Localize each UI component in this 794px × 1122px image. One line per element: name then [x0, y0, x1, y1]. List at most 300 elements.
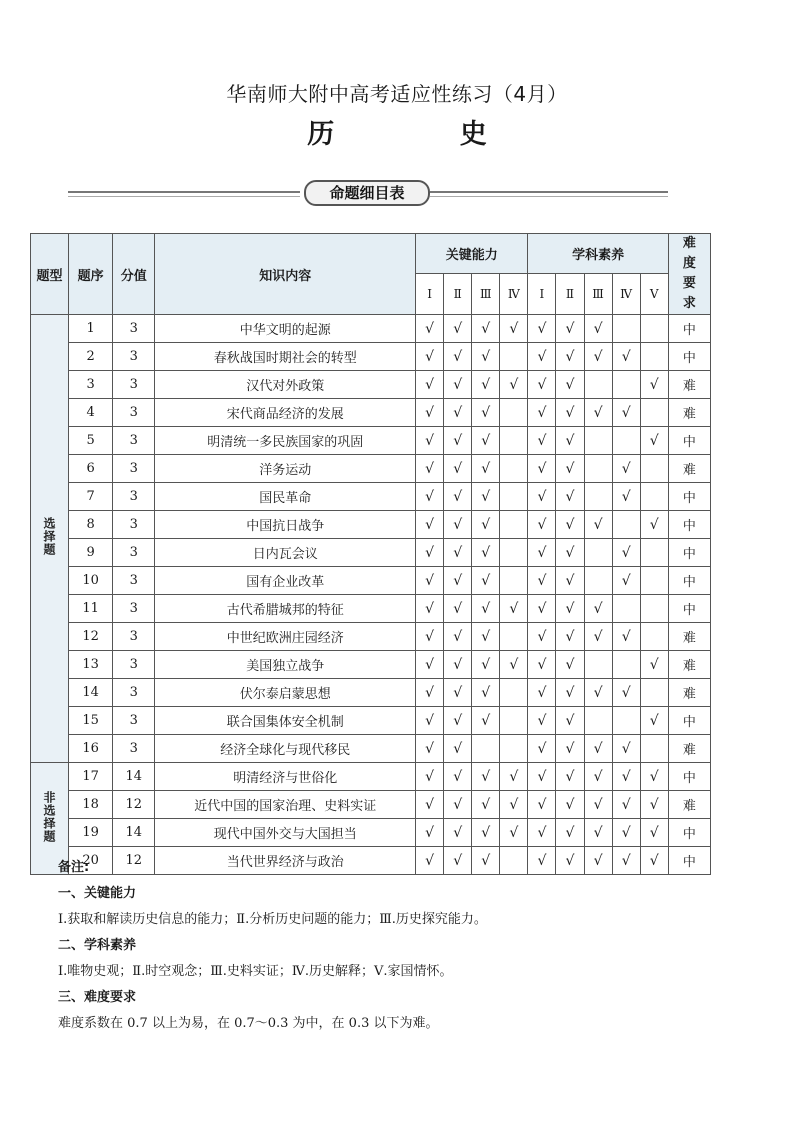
literacy-mark-2: √: [556, 847, 584, 875]
question-score: 3: [113, 735, 155, 763]
header-literacy-1: Ⅰ: [528, 273, 556, 314]
knowledge-content: 中国抗日战争: [155, 511, 416, 539]
ability-mark-2: √: [444, 651, 472, 679]
ability-mark-4: √: [500, 651, 528, 679]
question-score: 3: [113, 399, 155, 427]
literacy-mark-1: √: [528, 399, 556, 427]
literacy-mark-1: √: [528, 371, 556, 399]
question-number: 12: [69, 623, 113, 651]
literacy-mark-2: √: [556, 371, 584, 399]
notes-difficulty-title: 三、难度要求: [58, 990, 137, 1005]
literacy-mark-5: [640, 735, 668, 763]
knowledge-content: 洋务运动: [155, 455, 416, 483]
ability-mark-4: [500, 567, 528, 595]
header-number: 题序: [69, 234, 113, 315]
ability-mark-1: √: [416, 455, 444, 483]
header-content: 知识内容: [155, 234, 416, 315]
question-score: 3: [113, 679, 155, 707]
literacy-mark-3: √: [584, 623, 612, 651]
literacy-mark-2: √: [556, 511, 584, 539]
literacy-mark-4: √: [612, 539, 640, 567]
table-row: [31, 567, 711, 595]
literacy-mark-2: √: [556, 707, 584, 735]
ability-mark-1: √: [416, 315, 444, 343]
literacy-mark-2: √: [556, 455, 584, 483]
literacy-mark-4: [612, 595, 640, 623]
literacy-mark-5: [640, 595, 668, 623]
question-number: 13: [69, 651, 113, 679]
literacy-mark-1: √: [528, 623, 556, 651]
difficulty: 难: [668, 455, 710, 483]
ability-mark-1: √: [416, 511, 444, 539]
literacy-mark-3: [584, 427, 612, 455]
question-score: 3: [113, 483, 155, 511]
section-banner: [68, 180, 668, 204]
literacy-mark-3: [584, 483, 612, 511]
question-number: 20: [69, 847, 113, 875]
literacy-mark-3: √: [584, 399, 612, 427]
literacy-mark-3: √: [584, 791, 612, 819]
ability-mark-3: √: [472, 315, 500, 343]
literacy-mark-1: √: [528, 455, 556, 483]
literacy-mark-1: √: [528, 819, 556, 847]
question-number: 6: [69, 455, 113, 483]
literacy-mark-1: √: [528, 539, 556, 567]
difficulty: 难: [668, 791, 710, 819]
table-row: [31, 511, 711, 539]
ability-mark-1: √: [416, 371, 444, 399]
literacy-mark-5: [640, 567, 668, 595]
literacy-mark-1: √: [528, 343, 556, 371]
ability-mark-3: [472, 735, 500, 763]
ability-mark-4: [500, 343, 528, 371]
difficulty: 中: [668, 763, 710, 791]
literacy-mark-3: [584, 567, 612, 595]
ability-mark-1: √: [416, 567, 444, 595]
question-number: 10: [69, 567, 113, 595]
literacy-mark-5: [640, 315, 668, 343]
ability-mark-1: √: [416, 847, 444, 875]
table-row: [31, 679, 711, 707]
banner-rule-left-thin: [68, 196, 300, 197]
question-score: 3: [113, 343, 155, 371]
difficulty: 中: [668, 595, 710, 623]
table-row: [31, 343, 711, 371]
ability-mark-2: √: [444, 483, 472, 511]
ability-mark-2: √: [444, 315, 472, 343]
difficulty: 难: [668, 735, 710, 763]
table-row: [31, 763, 711, 791]
ability-mark-1: √: [416, 679, 444, 707]
ability-mark-1: √: [416, 399, 444, 427]
ability-mark-2: √: [444, 567, 472, 595]
table-row: [31, 427, 711, 455]
ability-mark-3: √: [472, 455, 500, 483]
header-difficulty: 难度要求: [668, 234, 710, 315]
literacy-mark-1: √: [528, 315, 556, 343]
notes-literacy-title: 二、学科素养: [58, 938, 137, 953]
literacy-mark-5: [640, 679, 668, 707]
question-score: 3: [113, 707, 155, 735]
ability-mark-4: √: [500, 371, 528, 399]
literacy-mark-2: √: [556, 483, 584, 511]
literacy-mark-3: √: [584, 735, 612, 763]
header-ability-4: Ⅳ: [500, 273, 528, 314]
knowledge-content: 明清统一多民族国家的巩固: [155, 427, 416, 455]
literacy-mark-3: √: [584, 847, 612, 875]
literacy-mark-1: √: [528, 791, 556, 819]
question-number: 7: [69, 483, 113, 511]
type-label: 非选择题: [42, 790, 57, 843]
literacy-mark-4: √: [612, 455, 640, 483]
ability-mark-3: √: [472, 819, 500, 847]
literacy-mark-5: √: [640, 427, 668, 455]
literacy-mark-1: √: [528, 651, 556, 679]
ability-mark-2: √: [444, 455, 472, 483]
ability-mark-4: √: [500, 763, 528, 791]
knowledge-content: 中华文明的起源: [155, 315, 416, 343]
ability-mark-4: [500, 427, 528, 455]
ability-mark-4: √: [500, 315, 528, 343]
literacy-mark-3: [584, 539, 612, 567]
ability-mark-1: √: [416, 539, 444, 567]
literacy-mark-5: [640, 343, 668, 371]
header-literacy: 学科素养: [528, 234, 668, 274]
knowledge-content: 日内瓦会议: [155, 539, 416, 567]
subject-title: 历 史: [307, 119, 545, 150]
difficulty: 中: [668, 539, 710, 567]
question-score: 3: [113, 511, 155, 539]
ability-mark-2: √: [444, 623, 472, 651]
literacy-mark-3: [584, 707, 612, 735]
literacy-mark-1: √: [528, 847, 556, 875]
header-ability-2: Ⅱ: [444, 273, 472, 314]
ability-mark-3: √: [472, 707, 500, 735]
literacy-mark-2: √: [556, 651, 584, 679]
literacy-mark-5: √: [640, 763, 668, 791]
literacy-mark-1: √: [528, 735, 556, 763]
ability-mark-1: √: [416, 343, 444, 371]
literacy-mark-4: [612, 651, 640, 679]
question-number: 14: [69, 679, 113, 707]
question-score: 3: [113, 315, 155, 343]
ability-mark-2: √: [444, 539, 472, 567]
ability-mark-2: √: [444, 819, 472, 847]
question-score: 14: [113, 819, 155, 847]
question-number: 17: [69, 763, 113, 791]
header-ability-1: Ⅰ: [416, 273, 444, 314]
ability-mark-4: [500, 539, 528, 567]
literacy-mark-2: √: [556, 427, 584, 455]
question-number: 18: [69, 791, 113, 819]
ability-mark-3: √: [472, 539, 500, 567]
literacy-mark-5: √: [640, 707, 668, 735]
literacy-mark-3: √: [584, 819, 612, 847]
literacy-mark-3: √: [584, 511, 612, 539]
literacy-mark-1: √: [528, 707, 556, 735]
ability-mark-4: √: [500, 819, 528, 847]
difficulty: 中: [668, 315, 710, 343]
knowledge-content: 联合国集体安全机制: [155, 707, 416, 735]
notes-heading: 备注:: [58, 860, 90, 875]
knowledge-content: 宋代商品经济的发展: [155, 399, 416, 427]
question-score: 3: [113, 623, 155, 651]
header-literacy-5: Ⅴ: [640, 273, 668, 314]
knowledge-content: 近代中国的国家治理、史料实证: [155, 791, 416, 819]
difficulty: 难: [668, 651, 710, 679]
ability-mark-1: √: [416, 819, 444, 847]
ability-mark-4: √: [500, 595, 528, 623]
banner-label: 命题细目表: [304, 180, 430, 206]
question-number: 11: [69, 595, 113, 623]
difficulty: 难: [668, 399, 710, 427]
notes-ability-title: 一、关键能力: [58, 886, 137, 901]
question-score: 3: [113, 651, 155, 679]
literacy-mark-4: [612, 707, 640, 735]
difficulty: 中: [668, 847, 710, 875]
literacy-mark-1: √: [528, 595, 556, 623]
notes-difficulty-text: 难度系数在 0.7 以上为易，在 0.7～0.3 为中，在 0.3 以下为难。: [58, 1016, 439, 1031]
ability-mark-4: [500, 483, 528, 511]
literacy-mark-3: [584, 371, 612, 399]
literacy-mark-2: √: [556, 735, 584, 763]
ability-mark-4: [500, 399, 528, 427]
literacy-mark-4: √: [612, 819, 640, 847]
table-row: [31, 595, 711, 623]
notes: [58, 855, 738, 1037]
ability-mark-3: √: [472, 595, 500, 623]
question-number: 9: [69, 539, 113, 567]
knowledge-content: 经济全球化与现代移民: [155, 735, 416, 763]
ability-mark-2: √: [444, 595, 472, 623]
ability-mark-4: [500, 679, 528, 707]
question-score: 14: [113, 763, 155, 791]
literacy-mark-4: √: [612, 399, 640, 427]
question-score: 3: [113, 567, 155, 595]
table-row: [31, 651, 711, 679]
ability-mark-1: √: [416, 763, 444, 791]
header-literacy-4: Ⅳ: [612, 273, 640, 314]
literacy-mark-2: √: [556, 595, 584, 623]
spec-table: [30, 233, 711, 875]
ability-mark-2: √: [444, 427, 472, 455]
ability-mark-1: √: [416, 651, 444, 679]
question-score: 3: [113, 371, 155, 399]
ability-mark-3: √: [472, 567, 500, 595]
literacy-mark-4: √: [612, 847, 640, 875]
header-score: 分值: [113, 234, 155, 315]
knowledge-content: 国有企业改革: [155, 567, 416, 595]
question-number: 19: [69, 819, 113, 847]
literacy-mark-5: [640, 399, 668, 427]
ability-mark-2: √: [444, 679, 472, 707]
ability-mark-3: √: [472, 371, 500, 399]
table-row: [31, 455, 711, 483]
literacy-mark-4: √: [612, 735, 640, 763]
literacy-mark-2: √: [556, 539, 584, 567]
question-score: 12: [113, 847, 155, 875]
literacy-mark-4: √: [612, 483, 640, 511]
literacy-mark-4: [612, 427, 640, 455]
literacy-mark-4: [612, 315, 640, 343]
knowledge-content: 美国独立战争: [155, 651, 416, 679]
ability-mark-3: √: [472, 483, 500, 511]
page-title: 华南师大附中高考适应性练习（4月）: [226, 82, 568, 106]
literacy-mark-1: √: [528, 427, 556, 455]
ability-mark-2: √: [444, 511, 472, 539]
ability-mark-1: √: [416, 707, 444, 735]
literacy-mark-3: √: [584, 343, 612, 371]
literacy-mark-4: [612, 371, 640, 399]
literacy-mark-3: √: [584, 679, 612, 707]
ability-mark-4: √: [500, 791, 528, 819]
literacy-mark-3: √: [584, 315, 612, 343]
header-literacy-3: Ⅲ: [584, 273, 612, 314]
literacy-mark-1: √: [528, 567, 556, 595]
question-score: 3: [113, 539, 155, 567]
ability-mark-1: √: [416, 623, 444, 651]
ability-mark-2: √: [444, 399, 472, 427]
difficulty: 中: [668, 427, 710, 455]
literacy-mark-2: √: [556, 763, 584, 791]
literacy-mark-5: [640, 455, 668, 483]
ability-mark-1: √: [416, 427, 444, 455]
ability-mark-1: √: [416, 595, 444, 623]
table-row: [31, 483, 711, 511]
ability-mark-4: [500, 511, 528, 539]
difficulty: 难: [668, 679, 710, 707]
knowledge-content: 国民革命: [155, 483, 416, 511]
question-score: 3: [113, 595, 155, 623]
literacy-mark-4: √: [612, 679, 640, 707]
table-row: [31, 735, 711, 763]
table-row: [31, 791, 711, 819]
knowledge-content: 现代中国外交与大国担当: [155, 819, 416, 847]
header-literacy-2: Ⅱ: [556, 273, 584, 314]
literacy-mark-4: √: [612, 343, 640, 371]
knowledge-content: 中世纪欧洲庄园经济: [155, 623, 416, 651]
ability-mark-3: √: [472, 791, 500, 819]
literacy-mark-2: √: [556, 819, 584, 847]
ability-mark-2: √: [444, 763, 472, 791]
literacy-mark-2: √: [556, 679, 584, 707]
difficulty: 中: [668, 343, 710, 371]
ability-mark-3: √: [472, 763, 500, 791]
ability-mark-4: [500, 623, 528, 651]
literacy-mark-3: [584, 651, 612, 679]
knowledge-content: 古代希腊城邦的特征: [155, 595, 416, 623]
knowledge-content: 伏尔泰启蒙思想: [155, 679, 416, 707]
literacy-mark-2: √: [556, 315, 584, 343]
ability-mark-2: √: [444, 735, 472, 763]
ability-mark-4: [500, 707, 528, 735]
header-ability-3: Ⅲ: [472, 273, 500, 314]
banner-rule-right: [430, 191, 668, 193]
ability-mark-3: √: [472, 651, 500, 679]
literacy-mark-4: √: [612, 623, 640, 651]
question-number: 2: [69, 343, 113, 371]
question-number: 15: [69, 707, 113, 735]
ability-mark-2: √: [444, 707, 472, 735]
ability-mark-3: √: [472, 399, 500, 427]
literacy-mark-5: √: [640, 511, 668, 539]
ability-mark-3: √: [472, 343, 500, 371]
notes-literacy-text: Ⅰ.唯物史观；Ⅱ.时空观念；Ⅲ.史料实证；Ⅳ.历史解释；Ⅴ.家国情怀。: [58, 964, 453, 979]
literacy-mark-3: √: [584, 763, 612, 791]
question-number: 1: [69, 315, 113, 343]
ability-mark-4: [500, 735, 528, 763]
question-number: 8: [69, 511, 113, 539]
ability-mark-1: √: [416, 791, 444, 819]
literacy-mark-3: [584, 455, 612, 483]
ability-mark-2: √: [444, 791, 472, 819]
banner-rule-left: [68, 191, 300, 193]
difficulty: 难: [668, 623, 710, 651]
literacy-mark-1: √: [528, 511, 556, 539]
question-number: 16: [69, 735, 113, 763]
literacy-mark-5: √: [640, 819, 668, 847]
table-row: [31, 371, 711, 399]
question-number: 4: [69, 399, 113, 427]
difficulty: 中: [668, 511, 710, 539]
ability-mark-3: √: [472, 847, 500, 875]
difficulty: 中: [668, 819, 710, 847]
literacy-mark-2: √: [556, 623, 584, 651]
ability-mark-1: √: [416, 483, 444, 511]
literacy-mark-4: √: [612, 567, 640, 595]
ability-mark-2: √: [444, 847, 472, 875]
literacy-mark-2: √: [556, 791, 584, 819]
knowledge-content: 明清经济与世俗化: [155, 763, 416, 791]
difficulty: 中: [668, 483, 710, 511]
question-number: 3: [69, 371, 113, 399]
header-key-ability: 关键能力: [416, 234, 528, 274]
literacy-mark-5: √: [640, 791, 668, 819]
difficulty: 难: [668, 371, 710, 399]
literacy-mark-5: √: [640, 847, 668, 875]
knowledge-content: 春秋战国时期社会的转型: [155, 343, 416, 371]
literacy-mark-4: √: [612, 763, 640, 791]
literacy-mark-2: √: [556, 399, 584, 427]
table-row: [31, 399, 711, 427]
question-score: 3: [113, 455, 155, 483]
type-label: 选择题: [42, 517, 57, 556]
notes-ability-text: Ⅰ.获取和解读历史信息的能力；Ⅱ.分析历史问题的能力；Ⅲ.历史探究能力。: [58, 912, 487, 927]
ability-mark-3: √: [472, 427, 500, 455]
literacy-mark-2: √: [556, 343, 584, 371]
ability-mark-4: [500, 455, 528, 483]
literacy-mark-5: [640, 623, 668, 651]
table-row: [31, 819, 711, 847]
difficulty: 中: [668, 707, 710, 735]
difficulty: 中: [668, 567, 710, 595]
table-row: [31, 707, 711, 735]
literacy-mark-1: √: [528, 679, 556, 707]
knowledge-content: 汉代对外政策: [155, 371, 416, 399]
table-row: [31, 315, 711, 343]
literacy-mark-2: √: [556, 567, 584, 595]
ability-mark-3: √: [472, 623, 500, 651]
ability-mark-2: √: [444, 343, 472, 371]
literacy-mark-5: √: [640, 371, 668, 399]
literacy-mark-5: [640, 483, 668, 511]
table-row: [31, 539, 711, 567]
question-number: 5: [69, 427, 113, 455]
literacy-mark-4: √: [612, 791, 640, 819]
literacy-mark-3: √: [584, 595, 612, 623]
question-score: 3: [113, 427, 155, 455]
header-type: 题型: [31, 234, 69, 315]
